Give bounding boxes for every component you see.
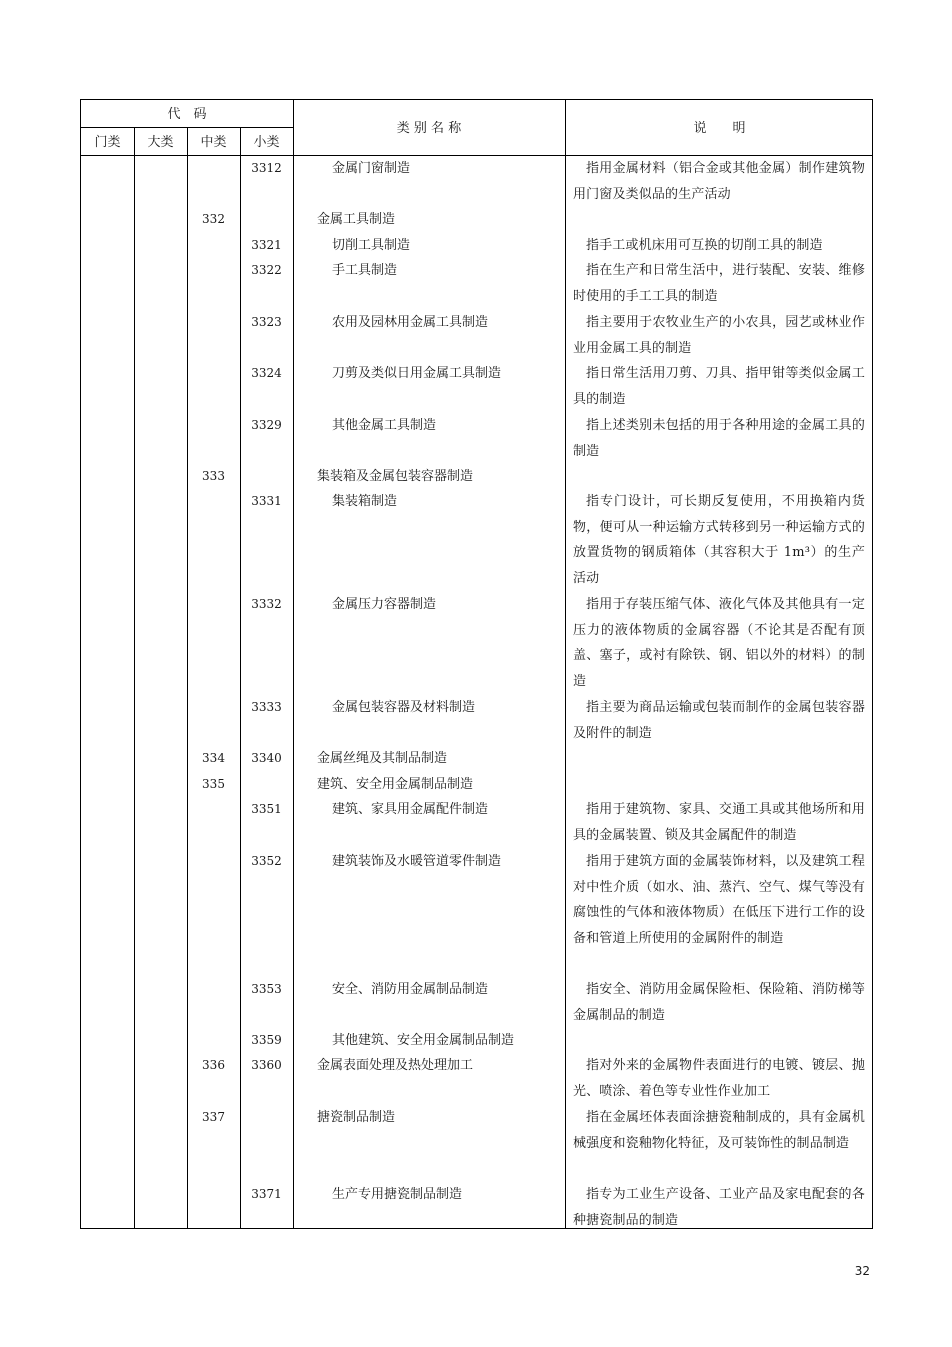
category-description: 指用于存装压缩气体、液化气体及其他具有一定压力的液体物质的金属容器（不论其是否配有顶盖、塞子，或衬有除铁、钢、铝以外的材料）的制造 [573, 597, 865, 690]
category-description: 指手工或机床用可互换的切削工具的制造 [586, 238, 823, 253]
category-description: 指对外来的金属物件表面进行的电镀、镀层、抛光、喷涂、着色等专业性作业加工 [573, 1058, 865, 1099]
small-code: 3329 [251, 418, 282, 432]
category-name: 生产专用搪瓷制品制造 [332, 1187, 463, 1202]
header-category-name: 类 别 名 称 [396, 121, 462, 136]
category-description: 指安全、消防用金属保险柜、保险箱、消防梯等金属制品的制造 [573, 982, 865, 1023]
mid-code: 337 [202, 1110, 225, 1124]
category-name: 安全、消防用金属制品制造 [332, 982, 489, 997]
mid-code: 332 [202, 212, 225, 226]
category-name: 建筑、安全用金属制品制造 [317, 777, 474, 792]
category-description: 指上述类别未包括的用于各种用途的金属工具的制造 [573, 418, 865, 459]
small-code: 3360 [251, 1058, 282, 1072]
category-name: 金属门窗制造 [332, 161, 411, 176]
category-name: 其他金属工具制造 [332, 418, 437, 433]
category-name: 建筑装饰及水暖管道零件制造 [332, 854, 502, 869]
category-name: 农用及园林用金属工具制造 [332, 315, 489, 330]
category-name: 金属包装容器及材料制造 [332, 700, 476, 715]
mid-code: 334 [202, 751, 225, 765]
category-name: 切削工具制造 [332, 238, 411, 253]
category-name: 金属丝绳及其制品制造 [317, 751, 448, 766]
small-code: 3351 [251, 802, 282, 816]
small-code: 3332 [251, 597, 282, 611]
category-description: 指用于建筑方面的金属装饰材料，以及建筑工程对中性介质（如水、油、蒸汽、空气、煤气等没有腐蚀性的气体和液体物质）在低压下进行工作的设备和管道上所使用的金属附件的制造 [573, 854, 865, 947]
small-code: 3353 [251, 982, 282, 996]
category-description: 指专为工业生产设备、工业产品及家电配套的各种搪瓷制品的制造 [573, 1187, 865, 1228]
category-name: 集装箱及金属包装容器制造 [317, 469, 474, 484]
small-code: 3323 [251, 315, 282, 329]
category-description: 指日常生活用刀剪、刀具、指甲钳等类似金属工具的制造 [573, 366, 865, 407]
category-name: 金属压力容器制造 [332, 597, 437, 612]
category-name: 搪瓷制品制造 [317, 1110, 396, 1125]
small-code: 3322 [251, 263, 282, 277]
small-code: 3331 [251, 494, 282, 508]
header-description: 说 明 [693, 121, 746, 136]
small-code: 3312 [251, 161, 282, 175]
small-code: 3371 [251, 1187, 282, 1201]
header-door-category: 门类 [94, 135, 121, 150]
category-name: 其他建筑、安全用金属制品制造 [332, 1033, 515, 1048]
category-name: 金属工具制造 [317, 212, 396, 227]
category-description: 指主要用于农牧业生产的小农具，园艺或林业作业用金属工具的制造 [573, 315, 865, 356]
mid-code: 333 [202, 469, 225, 483]
category-description: 指在金属坯体表面涂搪瓷釉制成的，具有金属机械强度和瓷釉物化特征，及可装饰性的制品制造 [573, 1110, 865, 1151]
category-name: 手工具制造 [332, 263, 398, 278]
category-description: 指主要为商品运输或包装而制作的金属包装容器及附件的制造 [573, 700, 865, 741]
col-rule-4 [293, 100, 294, 1228]
category-description: 指用于建筑物、家具、交通工具或其他场所和用具的金属装置、锁及其金属配件的制造 [573, 802, 865, 843]
small-code: 3333 [251, 700, 282, 714]
small-code: 3340 [251, 751, 282, 765]
category-name: 金属表面处理及热处理加工 [317, 1058, 474, 1073]
small-code: 3324 [251, 366, 282, 380]
small-code: 3321 [251, 238, 282, 252]
page-number: 32 [854, 1264, 870, 1278]
small-code: 3352 [251, 854, 282, 868]
category-description: 指专门设计，可长期反复使用，不用换箱内货物，便可从一种运输方式转移到另一种运输方式的放置货物的钢质箱体（其容积大于 1m³）的生产活动 [573, 494, 865, 587]
mid-code: 335 [202, 777, 225, 791]
header-mid-category: 中类 [200, 135, 227, 150]
header-small-category: 小类 [253, 135, 280, 150]
category-name: 集装箱制造 [332, 494, 398, 509]
col-rule-5 [565, 100, 566, 1228]
category-description: 指在生产和日常生活中，进行装配、安装、维修时使用的手工工具的制造 [573, 263, 865, 304]
header-code: 代 码 [167, 107, 207, 122]
classification-table [80, 99, 873, 1229]
header-big-category: 大类 [147, 135, 174, 150]
col-rule-1 [134, 127, 135, 1228]
category-name: 刀剪及类似日用金属工具制造 [332, 366, 502, 381]
category-description: 指用金属材料（铝合金或其他金属）制作建筑物用门窗及类似品的生产活动 [573, 161, 865, 202]
small-code: 3359 [251, 1033, 282, 1047]
mid-code: 336 [202, 1058, 225, 1072]
category-name: 建筑、家具用金属配件制造 [332, 802, 489, 817]
